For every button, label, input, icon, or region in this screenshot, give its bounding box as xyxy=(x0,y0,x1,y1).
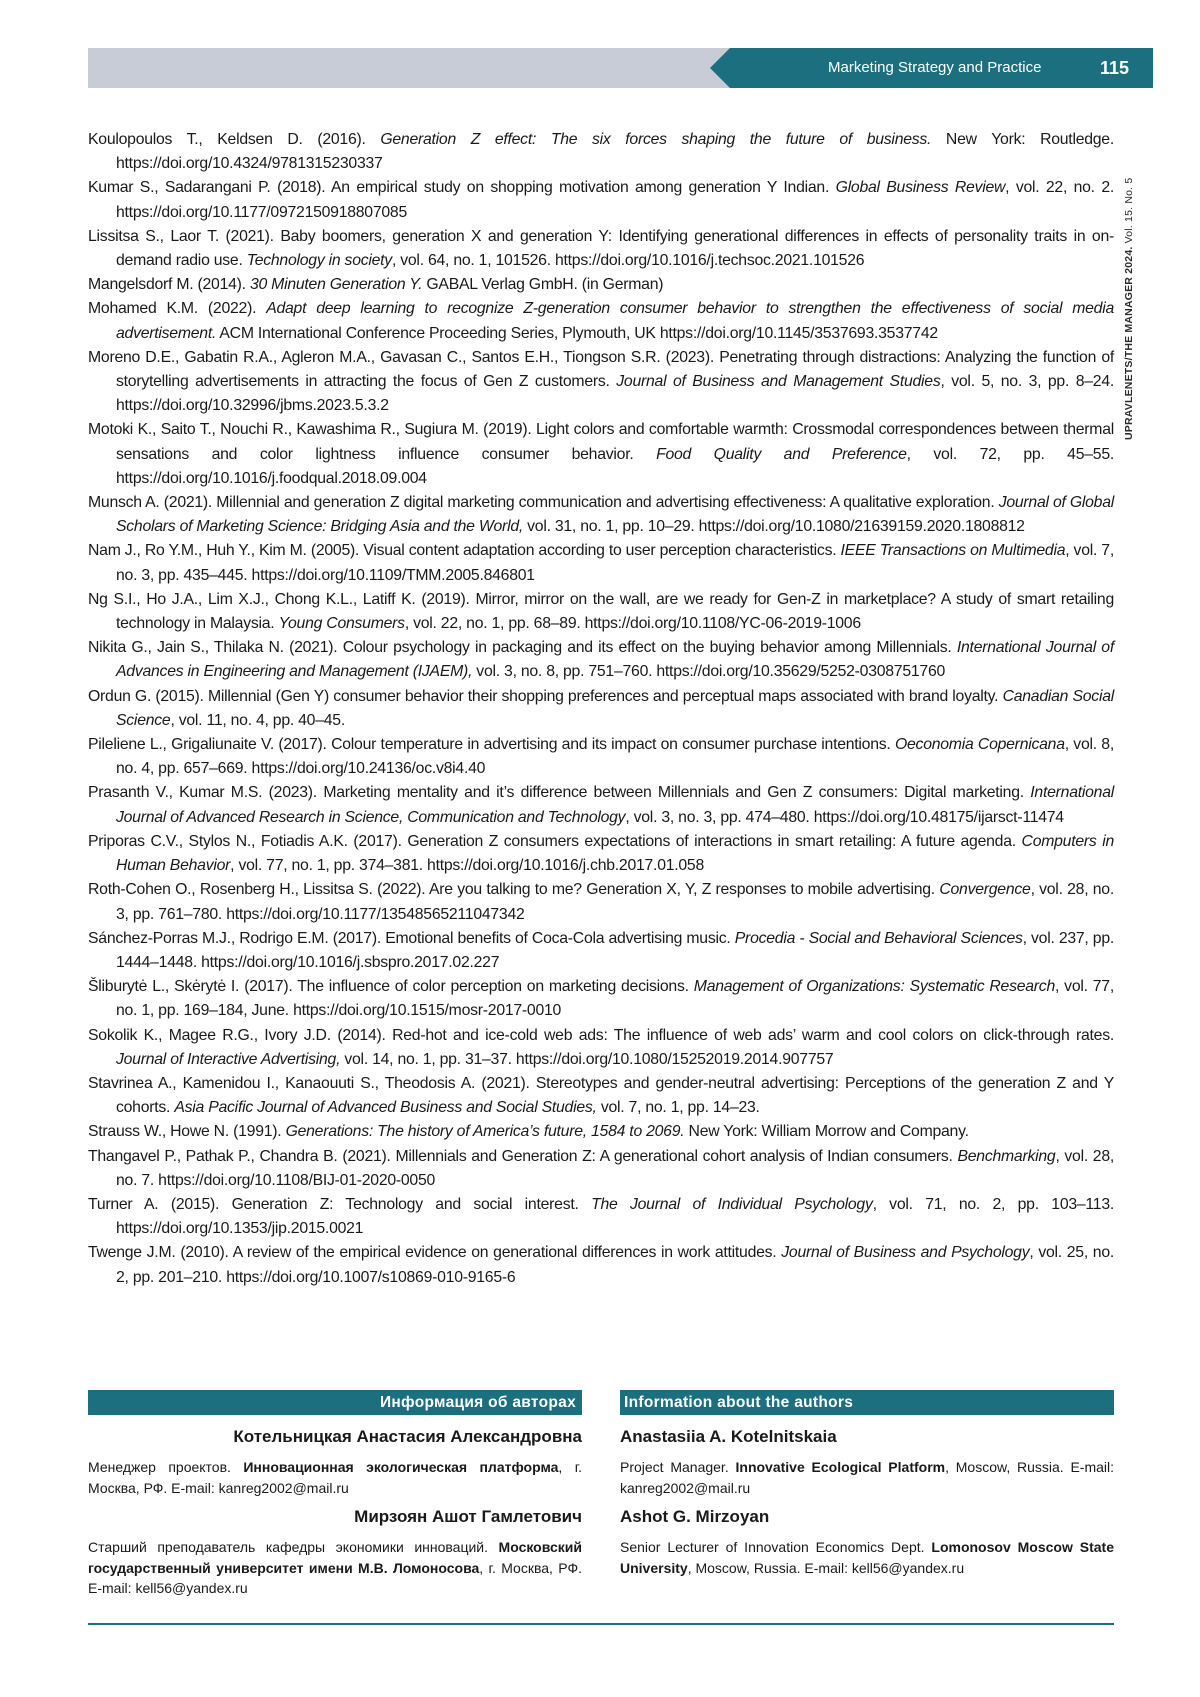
journal-volume: Vol. 15. No. 5 xyxy=(1123,177,1135,244)
journal-side-label xyxy=(1123,178,1135,440)
author-affiliation: Старший преподаватель кафедры экономики инноваций. Московский государственный университет имени М.В. Ломоносова, г. Москва, РФ. E-mail: kell56@yandex.ru xyxy=(88,1539,583,1596)
author-block-ru-2 xyxy=(88,1506,582,1599)
author-block-ru-1 xyxy=(88,1426,582,1498)
author-block-en-2 xyxy=(620,1506,1114,1578)
reference-item: Prasanth V., Kumar M.S. (2023). Marketing mentality and it’s difference between Millennials and Gen Z consumers: Digital marketing. International Journal of Advanced Research in Science, Communication and Technology, vol. 3, no. 3, pp. 474–480. https://doi.org/10.48175/ijarsct-11474 xyxy=(88,784,1114,826)
reference-item: Šliburytė L., Skėrytė I. (2017). The influence of color perception on marketing decisions. Management of Organizations: Systematic Research, vol. 77, no. 1, pp. 169–184, June. https://doi.org/10.1515/mosr-2017-0010 xyxy=(88,978,1114,1020)
reference-item: Priporas C.V., Stylos N., Fotiadis A.K. (2017). Generation Z consumers expectations of interactions in smart retailing: A future agenda. Computers in Human Behavior, vol. 77, no. 1, pp. 374–381. https://doi.org/10.1016/j.chb.2017.01.058 xyxy=(88,832,1114,875)
reference-item: Lissitsa S., Laor T. (2021). Baby boomers, generation X and generation Y: Identifying generational differences in effects of personality traits in on-demand radio use. Technology in society, vol. 64, no. 1, 101526. https://doi.org/10.1016/j.techsoc.2021.101526 xyxy=(88,227,1114,270)
reference-list xyxy=(88,128,1114,1290)
author-affiliation: Менеджер проектов. Инновационная экологическая платформа, г. Москва, РФ. E-mail: kanreg2002@mail.ru xyxy=(88,1459,582,1496)
author-affiliation: Senior Lecturer of Innovation Economics Dept. Lomonosov Moscow State University, Moscow, Russia. E-mail: kell56@yandex.ru xyxy=(620,1539,1114,1576)
author-block-en-1 xyxy=(620,1426,1114,1498)
reference-item: Nikita G., Jain S., Thilaka N. (2021). Colour psychology in packaging and its effect on the buying behavior among Millennials. International Journal of Advances in Engineering and Management (IJAEM), vol. 3, no. 8, pp. 751–760. https://doi.org/10.35629/5252-0308751760 xyxy=(88,639,1114,681)
reference-item: Stavrinea A., Kamenidou I., Kanaouuti S., Theodosis A. (2021). Stereotypes and gender-neutral advertising: Perceptions of the generation Z and Y cohorts. Asia Pacific Journal of Advanced Business and Social Studies, vol. 7, no. 1, pp. 14–23. xyxy=(88,1074,1114,1117)
author-name: Котельницкая Анастасия Александровна xyxy=(233,1427,582,1446)
reference-item: Thangavel P., Pathak P., Chandra B. (2021). Millennials and Generation Z: A generational cohort analysis of Indian consumers. Benchmarking, vol. 28, no. 7. https://doi.org/10.1108/BIJ-01-2020-0050 xyxy=(88,1147,1114,1189)
author-affiliation: Project Manager. Innovative Ecological Platform, Moscow, Russia. E-mail: kanreg2002@mail.ru xyxy=(620,1459,1115,1496)
reference-item: Mohamed K.M. (2022). Adapt deep learning to recognize Z-generation consumer behavior to strengthen the effectiveness of social media advertisement. ACM International Conference Proceeding Series, Plymouth, UK https://doi.org/10.1145/3537693.3537742 xyxy=(88,300,1114,342)
page-number: 115 xyxy=(1100,58,1130,78)
reference-item: Moreno D.E., Gabatin R.A., Agleron M.A., Gavasan C., Santos E.H., Tiongson S.R. (2023). Penetrating through distractions: Analyzing the function of storytelling advertisements in attracting the focus of Gen Z customers. Journal of Business and Management Studies, vol. 5, no. 3, pp. 8–24. https://doi.org/10.32996/jbms.2023.5.3.2 xyxy=(88,348,1114,415)
reference-item: Turner A. (2015). Generation Z: Technology and social interest. The Journal of Individual Psychology, vol. 71, no. 2, pp. 103–113. https://doi.org/10.1353/jip.2015.0021 xyxy=(88,1195,1115,1238)
reference-item: Mangelsdorf M. (2014). 30 Minuten Generation Y. GABAL Verlag GmbH. (in German) xyxy=(88,276,664,294)
reference-item: Motoki K., Saito T., Nouchi R., Kawashima R., Sugiura M. (2019). Light colors and comfortable warmth: Crossmodal correspondences between thermal sensations and color lightness influence consumer behavior. Food Quality and Preference, vol. 72, pp. 45–55. https://doi.org/10.1016/j.foodqual.2018.09.004 xyxy=(88,421,1115,487)
reference-item: Nam J., Ro Y.M., Huh Y., Kim M. (2005). Visual content adaptation according to user perception characteristics. IEEE Transactions on Multimedia, vol. 7, no. 3, pp. 435–445. https://doi.org/10.1109/TMM.2005.846801 xyxy=(88,542,1114,584)
authors-heading-ru: Информация об авторах xyxy=(88,1390,582,1415)
reference-item: Ng S.I., Ho J.A., Lim X.J., Chong K.L., Latiff K. (2019). Mirror, mirror on the wall, are we ready for Gen-Z in marketplace? A study of smart retailing technology in Malaysia. Young Consumers, vol. 22, no. 1, pp. 68–89. https://doi.org/10.1108/YC-06-2019-1006 xyxy=(88,590,1114,633)
authors-heading-en: Information about the authors xyxy=(620,1390,1114,1415)
reference-item: Koulopoulos T., Keldsen D. (2016). Generation Z effect: The six forces shaping the future of business. New York: Routledge. https://doi.org/10.4324/9781315230337 xyxy=(88,131,1114,173)
reference-item: Pileliene L., Grigaliunaite V. (2017). Colour temperature in advertising and its impact on consumer purchase intentions. Oeconomia Copernicana, vol. 8, no. 4, pp. 657–669. https://doi.org/10.24136/oc.v8i4.40 xyxy=(88,736,1114,778)
author-name: Мирзоян Ашот Гамлетович xyxy=(354,1507,582,1526)
journal-name: UPRAVLENETS/THE MANAGER 2024. xyxy=(1123,246,1135,440)
footer-rule xyxy=(88,1623,1114,1625)
reference-item: Strauss W., Howe N. (1991). Generations: The history of America’s future, 1584 to 2069. New York: William Morrow and Company. xyxy=(88,1123,969,1141)
section-title: Marketing Strategy and Practice xyxy=(828,59,1042,76)
reference-item: Ordun G. (2015). Millennial (Gen Y) consumer behavior their shopping preferences and perceptual maps associated with brand loyalty. Canadian Social Science, vol. 11, no. 4, pp. 40–45. xyxy=(88,687,1114,729)
reference-item: Munsch A. (2021). Millennial and generation Z digital marketing communication and advertising effectiveness: A qualitative exploration. Journal of Global Scholars of Marketing Science: Bridging Asia and the World, vol. 31, no. 1, pp. 10–29. https://doi.org/10.1080/21639159.2020.1808812 xyxy=(88,494,1114,536)
author-name: Anastasiia A. Kotelnitskaia xyxy=(620,1427,837,1446)
reference-item: Sokolik K., Magee R.G., Ivory J.D. (2014). Red-hot and ice-cold web ads: The influence of web ads’ warm and cool colors on click-through rates. Journal of Interactive Advertising, vol. 14, no. 1, pp. 31–37. https://doi.org/10.1080/15252019.2014.907757 xyxy=(88,1026,1114,1068)
reference-item: Twenge J.M. (2010). A review of the empirical evidence on generational differences in work attitudes. Journal of Business and Psychology, vol. 25, no. 2, pp. 201–210. https://doi.org/10.1007/s10869-010-9165-6 xyxy=(88,1244,1115,1286)
reference-item: Roth-Cohen O., Rosenberg H., Lissitsa S. (2022). Are you talking to me? Generation X, Y, Z responses to mobile advertising. Convergence, vol. 28, no. 3, pp. 761–780. https://doi.org/10.1177/13548565211047342 xyxy=(88,881,1114,923)
reference-item: Kumar S., Sadarangani P. (2018). An empirical study on shopping motivation among generation Y Indian. Global Business Review, vol. 22, no. 2. https://doi.org/10.1177/0972150918807085 xyxy=(88,179,1114,221)
author-name: Ashot G. Mirzoyan xyxy=(620,1507,770,1526)
reference-item: Sánchez-Porras M.J., Rodrigo E.M. (2017). Emotional benefits of Coca-Cola advertising music. Procedia - Social and Behavioral Sciences, vol. 237, pp. 1444–1448. https://doi.org/10.1016/j.sbspro.2017.02.227 xyxy=(88,929,1115,971)
